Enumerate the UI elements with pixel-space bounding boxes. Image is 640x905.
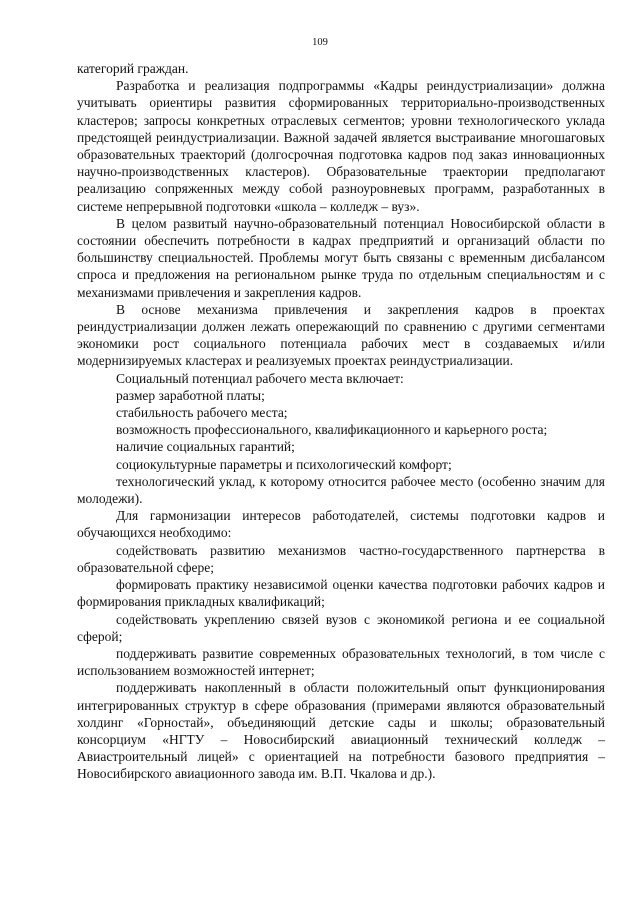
paragraph: Для гармонизации интересов работодателей, системы подготовки кадров и обучающихся необходимо: <box>77 508 605 541</box>
list-item: стабильность рабочего места; <box>116 405 288 421</box>
page-number: 109 <box>312 37 328 48</box>
list-item: поддерживать накопленный в области положительный опыт функционирования интегрированных структур в сфере образования (примерами являются образовательный холдинг «Горностай», объединяющий детские сады и школы; образовательный консорциум «НГТУ – Новосибирский авиационный технический колледж – Авиастроительный лицей» с ориентацией на потребности базового предприятия – Новосибирского авиационного завода им. В.П. Чкалова и др.). <box>77 680 605 782</box>
paragraph: Социальный потенциал рабочего места включает: <box>116 370 404 386</box>
list-item: социокультурные параметры и психологический комфорт; <box>116 456 452 472</box>
list-item: содействовать укреплению связей вузов с экономикой региона и ее социальной сферой; <box>77 611 605 644</box>
list-item: содействовать развитию механизмов частно-государственного партнерства в образовательной сфере; <box>77 542 605 575</box>
paragraph: категорий граждан. <box>77 61 189 76</box>
list-item: размер заработной платы; <box>116 387 265 403</box>
list-item: технологический уклад, к которому относится рабочее место (особенно значим для молодежи). <box>77 473 605 507</box>
list-item: формировать практику независимой оценки качества подготовки рабочих кадров и формирования прикладных квалификаций; <box>77 577 605 610</box>
list-item: возможность профессионального, квалификационного и карьерного роста; <box>116 422 548 438</box>
paragraph: Разработка и реализация подпрограммы «Кадры реиндустриализации» должна учитывать ориентиры развития сформированных территориально-производственных кластеров; запросы конкретных отраслевых сегментов; уровни технологического уклада предстоящей реиндустриализации. Важной задачей является выстраивание многошаговых образовательных траекторий (долгосрочная подготовка кадров под заказ инновационных научно-производственных кластеров). Образовательные траектории предполагают реализацию сопряженных между собой разноуровневых программ, разработанных в системе непрерывной подготовки «школа – колледж – вуз». <box>77 78 605 214</box>
page-body <box>77 60 605 783</box>
paragraph: В целом развитый научно-образовательный потенциал Новосибирской области в состоянии обеспечить потребности в кадрах предприятий и организаций области по большинству специальностей. Проблемы могут быть связаны с временным дисбалансом спроса и предложения на региональном рынке труда по отдельным специальностям и с механизмами привлечения и закрепления кадров. <box>77 215 605 300</box>
list-item: наличие социальных гарантий; <box>116 439 295 455</box>
paragraph: В основе механизма привлечения и закрепления кадров в проектах реиндустриализации должен лежать опережающий по сравнению с другими сегментами экономики рост социального потенциала рабочих мест в создаваемых и/или модернизируемых кластерах и реализуемых проектах реиндустриализации. <box>77 301 605 369</box>
list-item: поддерживать развитие современных образовательных технологий, в том числе с использованием возможностей интернет; <box>77 645 605 679</box>
